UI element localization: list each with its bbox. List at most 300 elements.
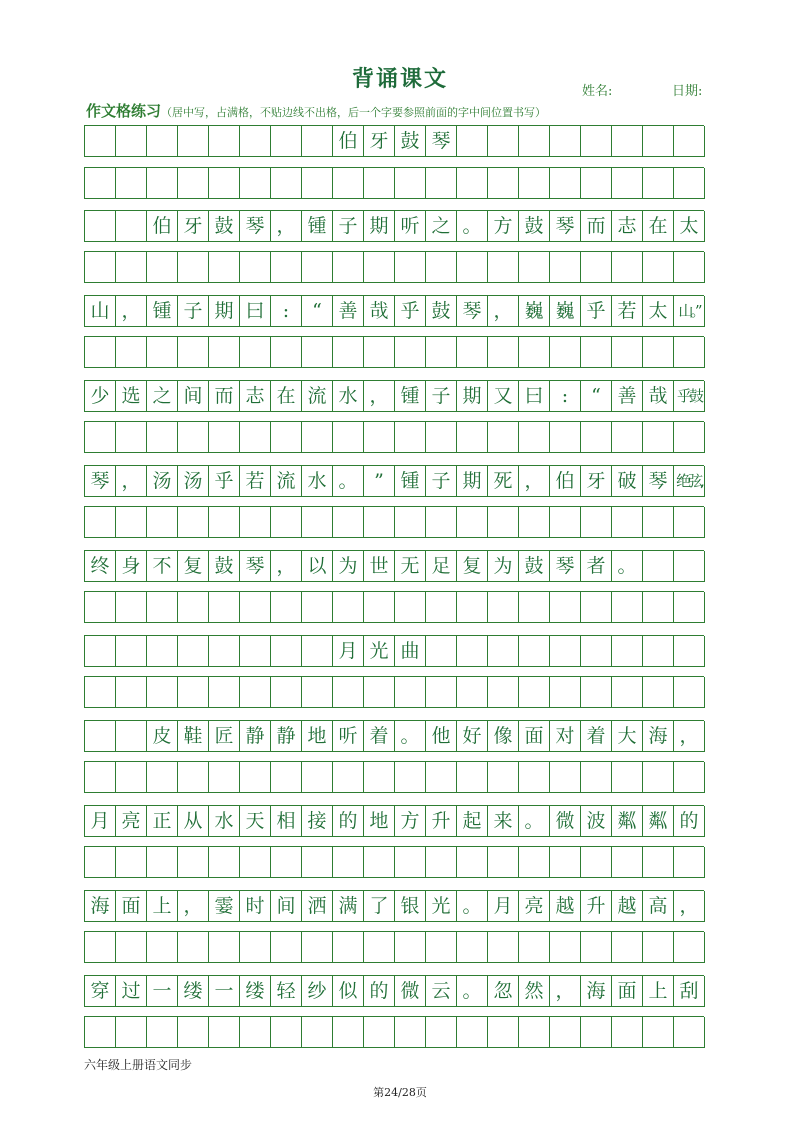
grid-cell: 一 — [209, 976, 240, 1007]
grid-cell: 时 — [240, 891, 271, 922]
grid-cell: 来 — [488, 806, 519, 837]
grid-cell — [333, 847, 364, 878]
grid-cell — [240, 592, 271, 623]
grid-cell — [271, 126, 302, 157]
grid-cell — [178, 932, 209, 963]
grid-cell — [426, 422, 457, 453]
grid-cell — [178, 847, 209, 878]
grid-cell — [302, 592, 333, 623]
grid-cell: 鼓 — [426, 296, 457, 327]
grid-cell: 缕 — [240, 976, 271, 1007]
grid-cell — [271, 337, 302, 368]
grid-cell — [240, 422, 271, 453]
grid-cell — [519, 1017, 550, 1048]
grid-cell — [240, 677, 271, 708]
grid-cell — [457, 636, 488, 667]
grid-cell: 水 — [333, 381, 364, 412]
grid-cell: 高 — [643, 891, 674, 922]
grid-cell — [116, 932, 147, 963]
grid-cell — [333, 932, 364, 963]
grid-cell — [364, 507, 395, 538]
grid-cell: 伯 — [550, 466, 581, 497]
grid-cell — [85, 337, 116, 368]
grid-cell: 流 — [302, 381, 333, 412]
grid-cell: 。 — [395, 721, 426, 752]
grid-cell: 微 — [550, 806, 581, 837]
grid-cell: 乎 — [395, 296, 426, 327]
grid-cell — [488, 252, 519, 283]
grid-cell — [116, 168, 147, 199]
grid-cell: 相 — [271, 806, 302, 837]
grid-cell: 鼓 — [519, 211, 550, 242]
grid-cell: 间 — [178, 381, 209, 412]
grid-cell — [395, 252, 426, 283]
grid-cell — [302, 762, 333, 793]
grid-cell — [643, 636, 674, 667]
grid-cell — [302, 422, 333, 453]
grid-cell: 方 — [395, 806, 426, 837]
grid-cell — [457, 252, 488, 283]
grid-cell — [519, 847, 550, 878]
grid-cell — [271, 847, 302, 878]
grid-cell: 他 — [426, 721, 457, 752]
grid-cell — [364, 847, 395, 878]
grid-cell: 刮 — [674, 976, 705, 1007]
grid-cell: 琴 — [643, 466, 674, 497]
grid-cell: 着 — [364, 721, 395, 752]
grid-cell — [302, 168, 333, 199]
grid-cell — [116, 762, 147, 793]
grid-cell: 的 — [674, 806, 705, 837]
grid-row — [84, 591, 704, 623]
grid-cell — [519, 422, 550, 453]
grid-cell — [519, 592, 550, 623]
grid-cell: 世 — [364, 551, 395, 582]
grid-cell — [643, 932, 674, 963]
grid-cell — [395, 847, 426, 878]
grid-cell — [85, 636, 116, 667]
grid-cell — [85, 847, 116, 878]
grid-cell — [581, 168, 612, 199]
grid-cell — [209, 847, 240, 878]
grid-cell: 汤 — [178, 466, 209, 497]
grid-cell: 无 — [395, 551, 426, 582]
grid-cell — [612, 422, 643, 453]
grid-cell — [271, 422, 302, 453]
grid-cell: 破 — [612, 466, 643, 497]
grid-cell: 地 — [302, 721, 333, 752]
grid-cell — [302, 507, 333, 538]
grid-cell — [612, 592, 643, 623]
grid-cell — [581, 636, 612, 667]
grid-cell: ， — [178, 891, 209, 922]
grid-cell: 。 — [612, 551, 643, 582]
grid-cell: ， — [271, 551, 302, 582]
grid-cell — [178, 126, 209, 157]
grid-cell: 子 — [426, 381, 457, 412]
grid-cell: 越 — [550, 891, 581, 922]
grid-cell: 牙 — [178, 211, 209, 242]
grid-cell — [395, 507, 426, 538]
grid-cell — [395, 1017, 426, 1048]
grid-cell: ， — [116, 466, 147, 497]
grid-cell — [271, 507, 302, 538]
grid-cell — [550, 932, 581, 963]
grid-cell: 若 — [240, 466, 271, 497]
grid-cell — [271, 636, 302, 667]
grid-cell — [581, 592, 612, 623]
grid-cell: ， — [519, 466, 550, 497]
grid-cell: 琴 — [550, 211, 581, 242]
grid-cell — [612, 847, 643, 878]
grid-cell: 琴 — [426, 126, 457, 157]
grid-cell: 银 — [395, 891, 426, 922]
grid-cell: 海 — [85, 891, 116, 922]
grid-cell — [457, 847, 488, 878]
grid-cell — [674, 592, 705, 623]
grid-cell: : — [271, 296, 302, 327]
grid-cell — [364, 677, 395, 708]
grid-cell — [178, 592, 209, 623]
grid-cell — [147, 932, 178, 963]
grid-cell: 听 — [395, 211, 426, 242]
date-label: 日期: — [672, 84, 703, 99]
grid-cell: 从 — [178, 806, 209, 837]
grid-cell — [612, 636, 643, 667]
grid-cell: 琴 — [550, 551, 581, 582]
grid-cell: ， — [116, 296, 147, 327]
grid-row — [84, 676, 704, 708]
grid-cell — [116, 507, 147, 538]
grid-cell — [178, 252, 209, 283]
grid-cell: 善 — [333, 296, 364, 327]
grid-cell — [116, 252, 147, 283]
grid-cell — [85, 211, 116, 242]
grid-cell — [364, 252, 395, 283]
grid-cell: ， — [674, 721, 705, 752]
grid-cell — [302, 677, 333, 708]
grid-cell — [519, 762, 550, 793]
grid-cell: 起 — [457, 806, 488, 837]
grid-row — [84, 635, 704, 667]
grid-cell: 。 — [457, 976, 488, 1007]
grid-cell: 着 — [581, 721, 612, 752]
grid-cell: 轻 — [271, 976, 302, 1007]
grid-cell — [116, 211, 147, 242]
grid-cell — [271, 252, 302, 283]
grid-cell: 面 — [519, 721, 550, 752]
grid-cell: 之 — [147, 381, 178, 412]
grid-row — [84, 506, 704, 538]
grid-cell — [85, 422, 116, 453]
grid-cell — [147, 507, 178, 538]
grid-cell: 升 — [581, 891, 612, 922]
grid-cell: 复 — [178, 551, 209, 582]
grid-cell — [240, 168, 271, 199]
grid-cell — [674, 847, 705, 878]
grid-cell — [240, 932, 271, 963]
grid-cell — [209, 337, 240, 368]
grid-cell — [85, 168, 116, 199]
grid-cell: 子 — [333, 211, 364, 242]
grid-cell: 静 — [240, 721, 271, 752]
grid-cell: 满 — [333, 891, 364, 922]
grid-cell — [395, 168, 426, 199]
grid-cell — [209, 1017, 240, 1048]
grid-row — [84, 125, 704, 157]
grid-cell: 洒 — [302, 891, 333, 922]
grid-cell — [209, 932, 240, 963]
grid-cell — [488, 847, 519, 878]
grid-cell — [395, 762, 426, 793]
grid-cell — [426, 168, 457, 199]
grid-cell: ， — [674, 891, 705, 922]
grid-cell: 若 — [612, 296, 643, 327]
grid-cell — [85, 592, 116, 623]
grid-cell — [674, 636, 705, 667]
grid-cell: 为 — [333, 551, 364, 582]
grid-cell — [271, 168, 302, 199]
grid-cell — [674, 422, 705, 453]
grid-cell — [643, 126, 674, 157]
exercise-instructions: （居中写，占满格，不贴边线不出格，后一个字要参照前面的字中间位置书写） — [161, 106, 547, 119]
grid-cell — [178, 1017, 209, 1048]
grid-cell — [488, 677, 519, 708]
grid-cell: 光 — [364, 636, 395, 667]
grid-cell — [519, 507, 550, 538]
grid-cell: 月 — [488, 891, 519, 922]
grid-cell — [209, 252, 240, 283]
grid-cell — [674, 507, 705, 538]
grid-cell — [674, 762, 705, 793]
grid-cell: 哉 — [643, 381, 674, 412]
grid-cell: 鼓 — [209, 211, 240, 242]
grid-cell — [550, 252, 581, 283]
grid-cell — [581, 507, 612, 538]
grid-cell: 曰 — [240, 296, 271, 327]
grid-cell: 皮 — [147, 721, 178, 752]
grid-row — [84, 1016, 704, 1048]
grid-row — [84, 465, 704, 497]
exercise-title: 作文格练习 — [86, 102, 162, 120]
grid-cell — [457, 337, 488, 368]
grid-cell: 锺 — [302, 211, 333, 242]
grid-cell — [178, 337, 209, 368]
grid-cell: “ — [302, 296, 333, 327]
grid-cell: 乎 — [209, 466, 240, 497]
grid-cell — [488, 636, 519, 667]
grid-cell: 琴 — [457, 296, 488, 327]
grid-cell: 微 — [395, 976, 426, 1007]
grid-cell — [519, 168, 550, 199]
grid-cell: ， — [550, 976, 581, 1007]
grid-cell: “ — [581, 381, 612, 412]
grid-cell — [457, 1017, 488, 1048]
grid-cell: 月 — [85, 806, 116, 837]
grid-cell: 流 — [271, 466, 302, 497]
grid-cell — [457, 126, 488, 157]
grid-cell — [674, 551, 705, 582]
grid-cell: 锺 — [395, 466, 426, 497]
grid-cell — [302, 636, 333, 667]
grid-cell — [612, 762, 643, 793]
grid-cell — [581, 847, 612, 878]
grid-cell — [643, 168, 674, 199]
grid-cell: 海 — [643, 721, 674, 752]
grid-cell: 哉 — [364, 296, 395, 327]
grid-cell: ， — [488, 296, 519, 327]
grid-cell — [457, 677, 488, 708]
grid-cell: 鼓 — [209, 551, 240, 582]
grid-cell — [271, 932, 302, 963]
grid-cell: ， — [364, 381, 395, 412]
grid-cell: 海 — [581, 976, 612, 1007]
grid-cell — [147, 592, 178, 623]
grid-row — [84, 761, 704, 793]
grid-cell: 又 — [488, 381, 519, 412]
grid-row — [84, 295, 704, 327]
grid-cell — [550, 677, 581, 708]
grid-cell — [178, 762, 209, 793]
grid-cell — [302, 252, 333, 283]
grid-cell — [333, 168, 364, 199]
grid-row — [84, 421, 704, 453]
grid-cell: 波 — [581, 806, 612, 837]
grid-cell: 牙 — [364, 126, 395, 157]
grid-cell — [240, 337, 271, 368]
grid-cell: 之 — [426, 211, 457, 242]
grid-cell: 琴 — [240, 551, 271, 582]
grid-cell: 在 — [643, 211, 674, 242]
grid-cell — [147, 1017, 178, 1048]
grid-cell: 然 — [519, 976, 550, 1007]
grid-cell — [147, 677, 178, 708]
grid-row — [84, 336, 704, 368]
grid-cell: 伯 — [333, 126, 364, 157]
grid-cell: 曰 — [519, 381, 550, 412]
grid-cell: 以 — [302, 551, 333, 582]
grid-cell — [178, 168, 209, 199]
grid-cell: 复 — [457, 551, 488, 582]
grid-cell: 锺 — [147, 296, 178, 327]
grid-cell — [147, 168, 178, 199]
grid-row — [84, 890, 704, 922]
grid-cell: 牙 — [581, 466, 612, 497]
grid-cell: 山。” — [674, 296, 705, 327]
grid-cell: 似 — [333, 976, 364, 1007]
grid-cell — [643, 422, 674, 453]
grid-cell — [581, 126, 612, 157]
exercise-heading — [86, 100, 546, 121]
grid-cell — [457, 168, 488, 199]
grid-cell — [85, 252, 116, 283]
grid-cell: 过 — [116, 976, 147, 1007]
grid-cell — [147, 847, 178, 878]
grid-cell: 少 — [85, 381, 116, 412]
grid-cell — [240, 762, 271, 793]
grid-cell — [395, 592, 426, 623]
grid-cell: 者 — [581, 551, 612, 582]
grid-cell: 匠 — [209, 721, 240, 752]
grid-cell: 而 — [581, 211, 612, 242]
grid-cell — [519, 932, 550, 963]
grid-cell — [674, 932, 705, 963]
grid-cell — [519, 337, 550, 368]
grid-cell — [674, 337, 705, 368]
grid-cell: 水 — [209, 806, 240, 837]
grid-cell — [612, 677, 643, 708]
grid-cell — [674, 126, 705, 157]
grid-cell — [550, 337, 581, 368]
grid-cell — [395, 932, 426, 963]
grid-cell — [85, 126, 116, 157]
grid-cell — [364, 1017, 395, 1048]
grid-cell: 上 — [643, 976, 674, 1007]
grid-cell: 巍 — [519, 296, 550, 327]
grid-cell: 听 — [333, 721, 364, 752]
grid-cell — [581, 762, 612, 793]
grid-cell — [581, 932, 612, 963]
grid-cell: 鼓 — [519, 551, 550, 582]
grid-cell: 期 — [457, 381, 488, 412]
grid-cell — [209, 168, 240, 199]
grid-cell: 方 — [488, 211, 519, 242]
grid-cell — [147, 422, 178, 453]
grid-cell: 像 — [488, 721, 519, 752]
grid-cell: 不 — [147, 551, 178, 582]
grid-cell — [488, 592, 519, 623]
grid-cell: 的 — [364, 976, 395, 1007]
grid-cell — [333, 337, 364, 368]
grid-cell — [550, 126, 581, 157]
grid-cell — [178, 422, 209, 453]
grid-cell — [333, 252, 364, 283]
grid-cell: 穿 — [85, 976, 116, 1007]
grid-cell — [457, 932, 488, 963]
grid-cell — [643, 252, 674, 283]
grid-cell: ， — [271, 211, 302, 242]
grid-cell: 伯 — [147, 211, 178, 242]
grid-cell: 升 — [426, 806, 457, 837]
grid-cell: 天 — [240, 806, 271, 837]
grid-cell: 选 — [116, 381, 147, 412]
grid-row — [84, 975, 704, 1007]
grid-cell — [178, 507, 209, 538]
grid-cell — [85, 507, 116, 538]
grid-cell: 粼 — [643, 806, 674, 837]
grid-cell — [643, 762, 674, 793]
grid-cell: 霎 — [209, 891, 240, 922]
grid-cell — [395, 422, 426, 453]
grid-cell — [550, 636, 581, 667]
grid-cell — [643, 551, 674, 582]
grid-cell: : — [550, 381, 581, 412]
grid-cell — [147, 636, 178, 667]
grid-cell — [240, 507, 271, 538]
grid-cell: 终 — [85, 551, 116, 582]
grid-cell: 曲 — [395, 636, 426, 667]
grid-cell — [209, 126, 240, 157]
grid-cell — [116, 1017, 147, 1048]
grid-cell — [364, 422, 395, 453]
grid-cell — [364, 932, 395, 963]
grid-cell — [240, 1017, 271, 1048]
grid-cell: 乎 — [581, 296, 612, 327]
grid-cell — [209, 422, 240, 453]
grid-cell — [271, 762, 302, 793]
grid-cell — [550, 847, 581, 878]
grid-cell — [271, 677, 302, 708]
